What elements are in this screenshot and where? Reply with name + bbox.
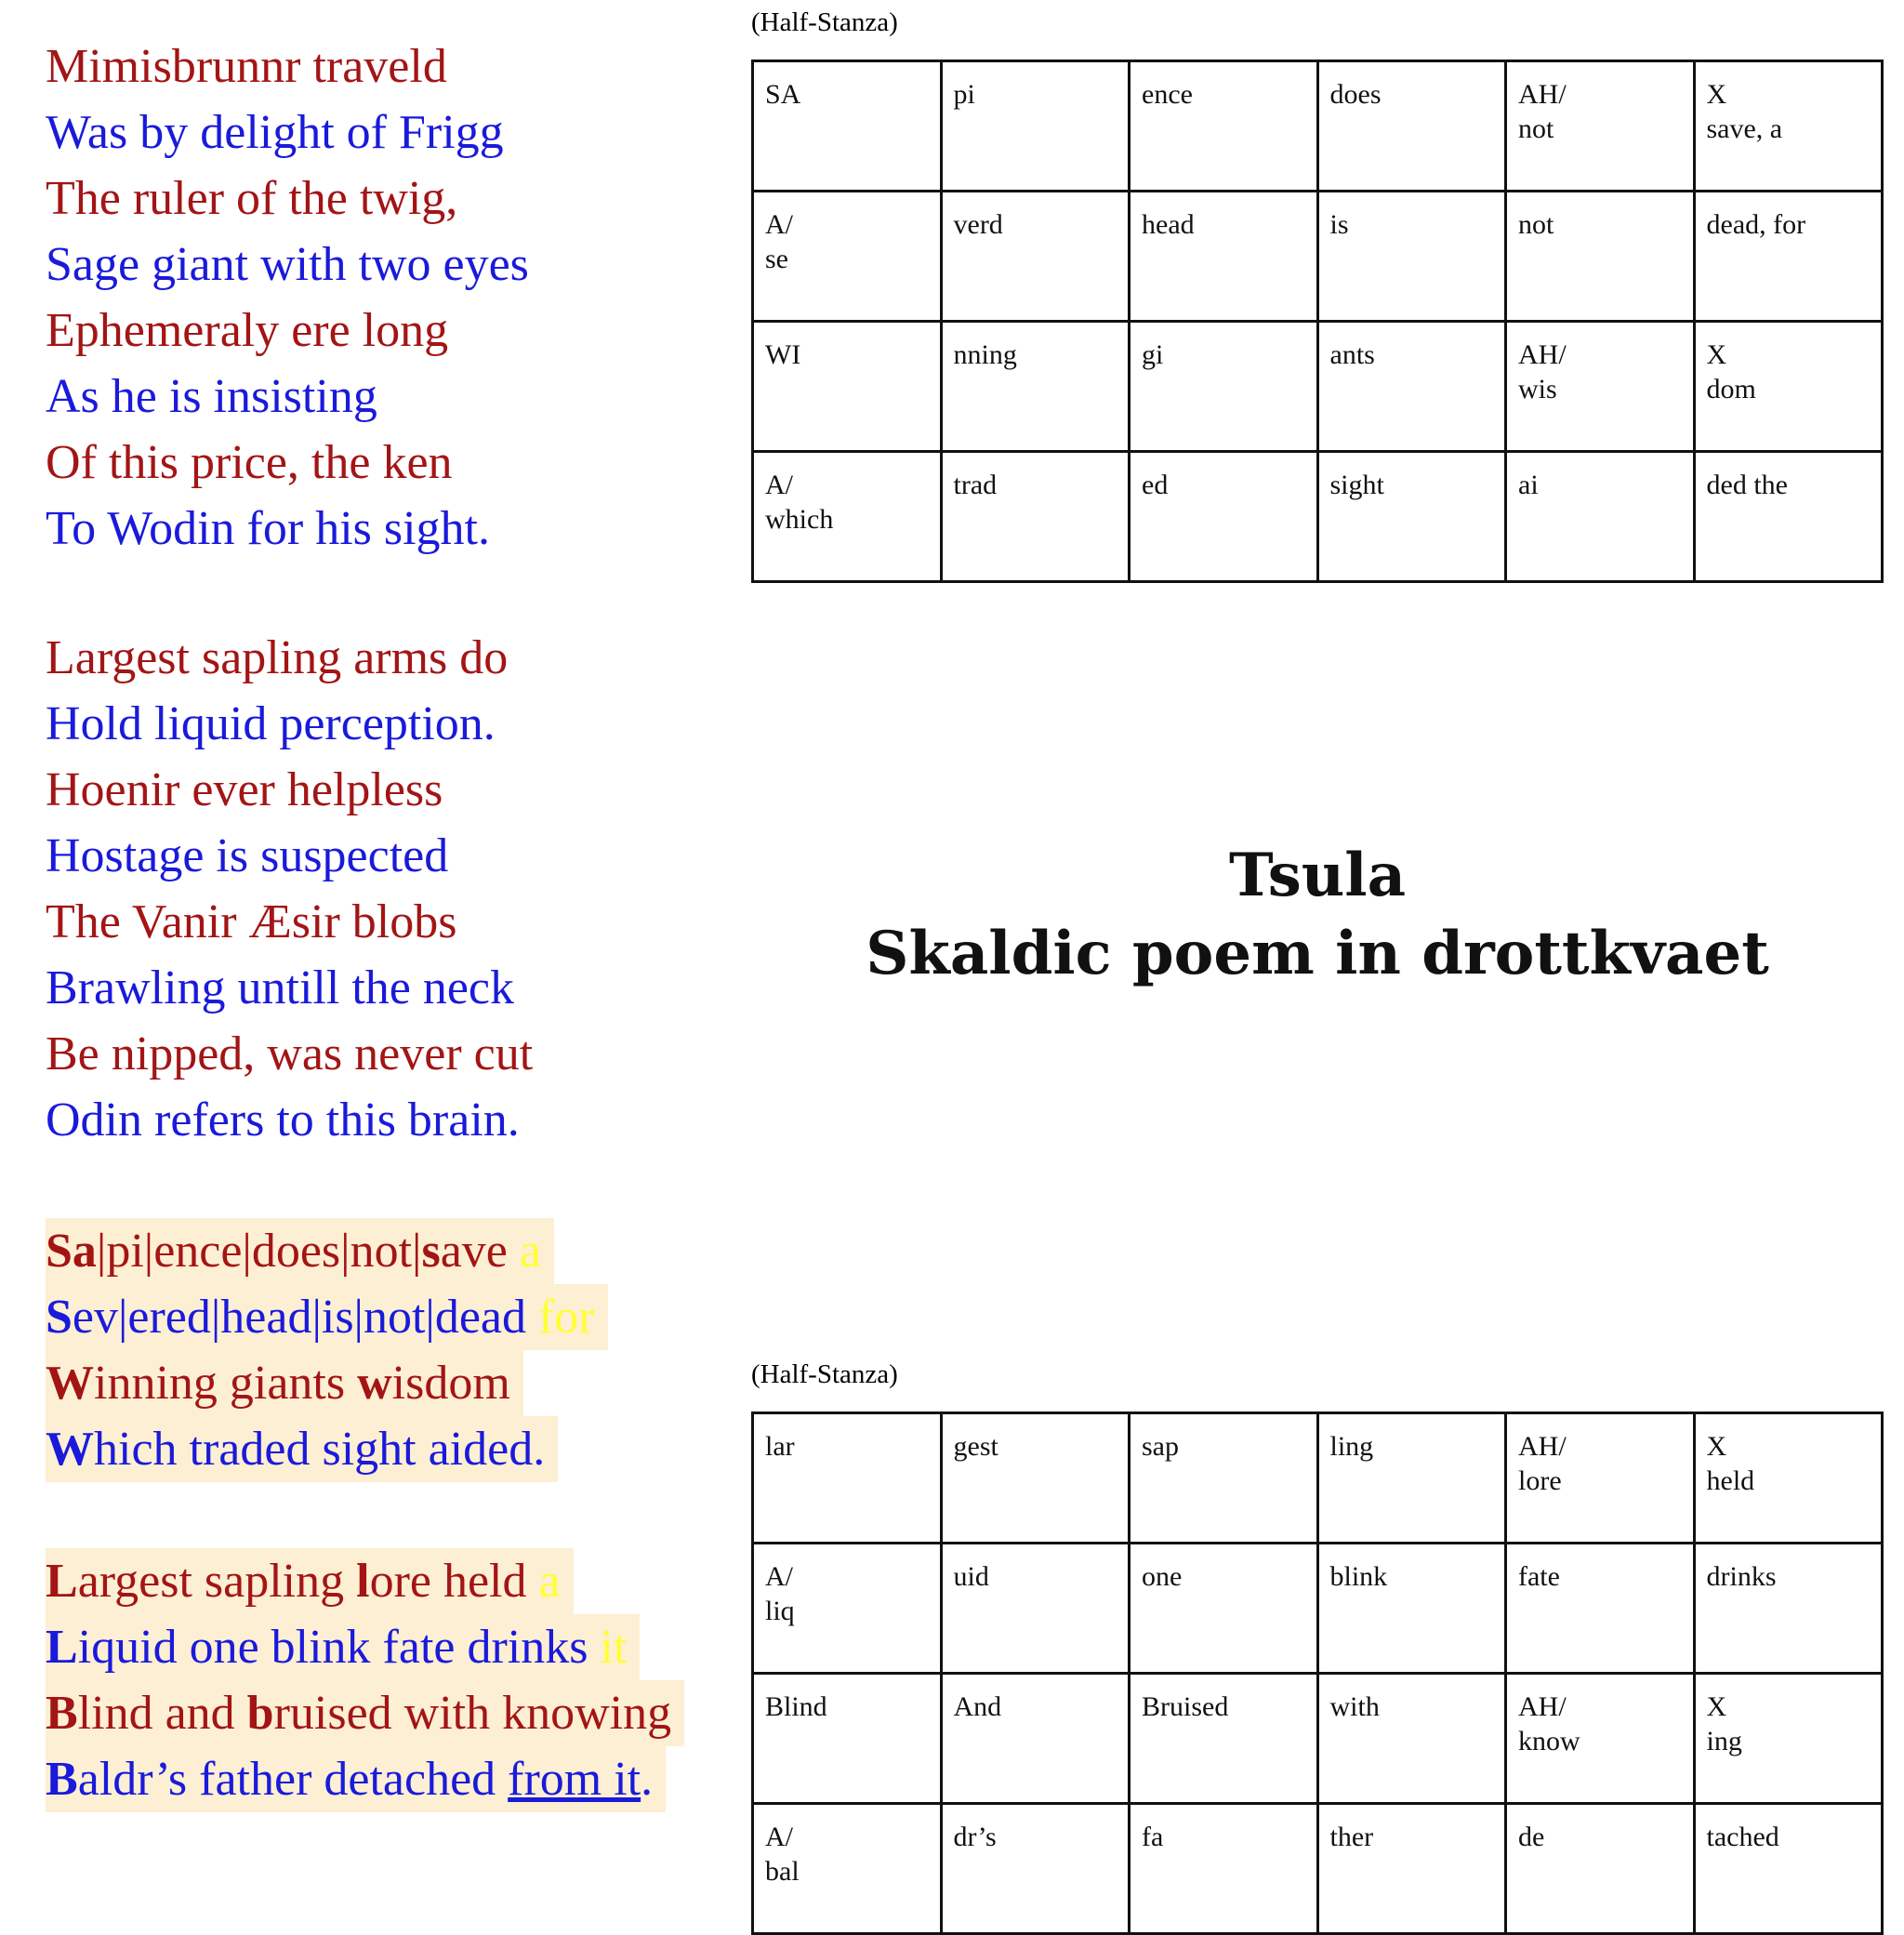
alliterative-line [46,1614,640,1680]
poem-line: Hoenir ever helpless [46,763,443,816]
alliteration-letter: W [46,1357,94,1410]
poem-line: Be nipped, was never cut [46,1027,534,1080]
line-text: ave [440,1225,520,1278]
table-cell: one [1130,1544,1318,1674]
table-row [753,1413,1883,1544]
table-cell: AH/ lore [1506,1413,1695,1544]
table-cell: head [1130,192,1318,322]
poem-line: Was by delight of Frigg [46,106,504,159]
line-text: ore held [369,1555,539,1608]
poem-line: Hostage is suspected [46,829,449,882]
table-cell: ther [1317,1804,1506,1934]
carryover-word: a [519,1225,541,1278]
table-row [753,1674,1883,1804]
table-cell: X dom [1694,322,1883,452]
carryover-word: for [537,1291,595,1344]
table-cell: Blind [753,1674,942,1804]
line-text: hich traded sight aided. [94,1423,546,1476]
poem-line: Odin refers to this brain. [46,1093,520,1146]
table-cell: ants [1317,322,1506,452]
table-row [753,322,1883,452]
page-title [751,837,1884,993]
table-cell: WI [753,322,942,452]
table-cell: sap [1130,1413,1318,1544]
title-line-1: Tsula [1228,841,1407,910]
alliteration-letter: B [46,1753,78,1806]
table-cell: fate [1506,1544,1695,1674]
table-cell: A/ bal [753,1804,942,1934]
alliteration-letter: W [46,1423,94,1476]
alliterative-line [46,1746,666,1812]
poem-line: To Wodin for his sight. [46,502,491,555]
carryover-word: it [600,1621,628,1674]
poem-line: Brawling untill the neck [46,961,515,1014]
alliteration-letter: Sa [46,1225,97,1278]
poem-line: The ruler of the twig, [46,172,458,225]
alliterative-line [46,1416,558,1482]
poem-line: Mimisbrunnr traveld [46,40,447,93]
table-1-label: (Half-Stanza) [751,7,898,37]
table-cell: nning [941,322,1130,452]
alliterative-line [46,1218,554,1284]
table-cell: uid [941,1544,1130,1674]
table-row [753,1544,1883,1674]
line-text: |pi|ence|does|not| [96,1225,422,1278]
line-text: argest sapling [77,1555,357,1608]
table-cell: A/ which [753,452,942,582]
alliterative-line [46,1350,523,1416]
table-cell: Bruised [1130,1674,1318,1804]
table-cell: pi [941,61,1130,192]
table-cell: is [1317,192,1506,322]
table-cell: SA [753,61,942,192]
table-cell: And [941,1674,1130,1804]
table-cell: X held [1694,1413,1883,1544]
table-cell: A/ liq [753,1544,942,1674]
table-cell: with [1317,1674,1506,1804]
syllable-table-2 [751,1411,1884,1935]
poem-line: Largest sapling arms do [46,631,509,684]
line-text: . [641,1753,654,1806]
table-cell: gest [941,1413,1130,1544]
table-cell: tached [1694,1804,1883,1934]
table-cell: fa [1130,1804,1318,1934]
table-cell: lar [753,1413,942,1544]
table-cell: A/ se [753,192,942,322]
alliteration-letter: B [46,1687,78,1740]
alliterative-line [46,1284,608,1350]
poem-line: As he is insisting [46,370,377,423]
table-cell: gi [1130,322,1318,452]
table-row [753,452,1883,582]
table-cell: AH/ not [1506,61,1695,192]
table-cell: ence [1130,61,1318,192]
table-cell: does [1317,61,1506,192]
line-text: isdom [391,1357,510,1410]
table-cell: ed [1130,452,1318,582]
alliteration-letter: S [46,1291,73,1344]
table-cell: drinks [1694,1544,1883,1674]
line-text: aldr’s father detached [77,1753,509,1806]
alliterative-line [46,1548,574,1614]
table-cell: X ing [1694,1674,1883,1804]
table-row [753,1804,1883,1934]
table-cell: ai [1506,452,1695,582]
table-cell: de [1506,1804,1695,1934]
table-cell: not [1506,192,1695,322]
poem-line: Ephemeraly ere long [46,304,449,357]
title-line-2: Skaldic poem in drottkvaet [866,919,1769,988]
line-text: lind and [77,1687,247,1740]
alliteration-letter: L [46,1555,78,1608]
alliteration-letter: s [421,1225,441,1278]
table-cell: ling [1317,1413,1506,1544]
table-cell: AH/ wis [1506,322,1695,452]
table-cell: trad [941,452,1130,582]
poem-line: Of this price, the ken [46,436,453,489]
table-cell: verd [941,192,1130,322]
poem-line: Sage giant with two eyes [46,238,529,291]
table-cell: blink [1317,1544,1506,1674]
table-cell: AH/ know [1506,1674,1695,1804]
alliteration-letter: L [46,1621,78,1674]
table-cell: ded the [1694,452,1883,582]
table-cell: sight [1317,452,1506,582]
table-cell: X save, a [1694,61,1883,192]
table-2-label: (Half-Stanza) [751,1359,898,1389]
table-cell: dr’s [941,1804,1130,1934]
poem-line: The Vanir Æsir blobs [46,895,457,948]
table-cell: dead, for [1694,192,1883,322]
alliteration-letter: b [246,1687,274,1740]
alliterative-line [46,1680,684,1746]
line-text: inning giants [94,1357,358,1410]
syllable-table-1 [751,60,1884,583]
underlined-text: from it [508,1753,641,1806]
line-text: ruised with knowing [273,1687,672,1740]
line-text: iquid one blink fate drinks [77,1621,601,1674]
alliteration-letter: l [356,1555,370,1608]
line-text: ev|ered|head|is|not|dead [72,1291,538,1344]
poem-line: Hold liquid perception. [46,697,496,750]
table-row [753,61,1883,192]
table-row [753,192,1883,322]
carryover-word: a [538,1555,561,1608]
alliteration-letter: w [357,1357,392,1410]
